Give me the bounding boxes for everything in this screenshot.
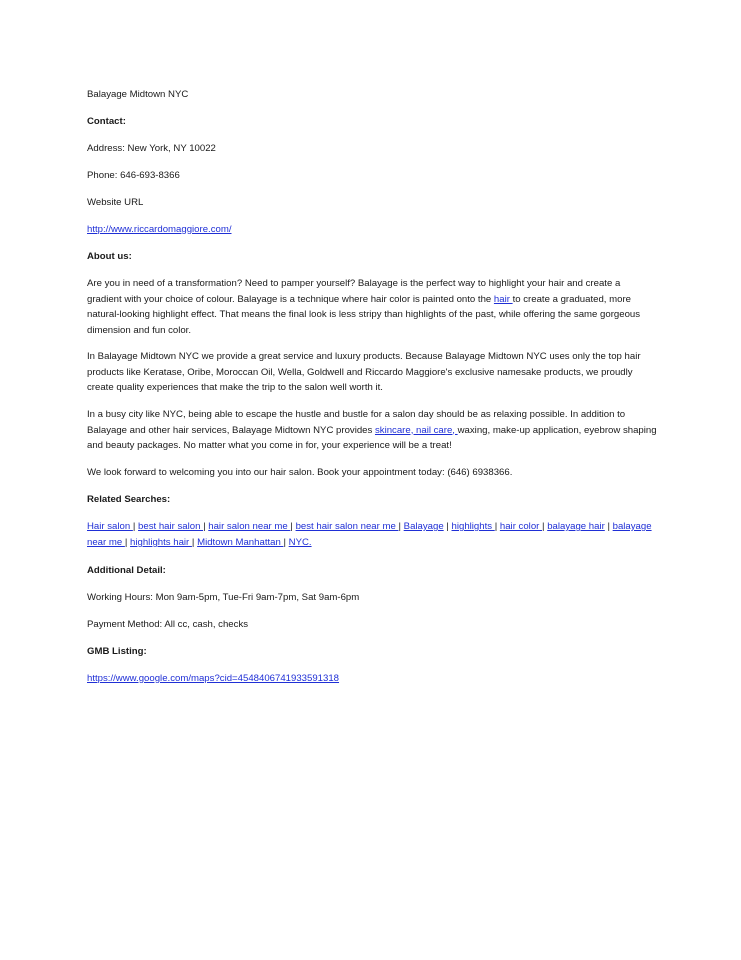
gmb-listing-heading: GMB Listing: <box>87 645 147 657</box>
gmb-url-line <box>87 671 657 687</box>
separator-pipe: | <box>542 521 548 532</box>
website-url-line <box>87 222 657 238</box>
doc-title: Balayage Midtown NYC <box>87 89 189 100</box>
related-search-link[interactable]: highlights <box>451 521 495 532</box>
related-search-link[interactable]: hair color <box>499 521 543 532</box>
separator-pipe: | <box>124 537 131 548</box>
separator-pipe: | <box>203 521 209 532</box>
about-p3-text-b: waxing, make-up application, eyebrow shaping and beauty packages. No matter what you come in for, your experience will be a treat! <box>87 424 657 451</box>
related-searches-heading: Related Searches: <box>87 494 171 505</box>
website-url-link[interactable]: http://www.riccardomaggiore.com/ <box>87 224 232 235</box>
about-paragraph-3 <box>87 407 657 454</box>
about-p1-text-a: Are you in need of a transformation? Need to pamper yourself? Balayage is the perfect way to highlight your hair and create a gradient with your choice of colour. Balayage is a technique where hair color is painted onto the <box>87 278 621 305</box>
about-paragraph-4: We look forward to welcoming you into our hair salon. Book your appointment today: (646) 6938366. <box>87 467 513 478</box>
related-search-link[interactable]: balayage hair <box>547 521 605 532</box>
document-page <box>87 87 657 698</box>
related-search-link[interactable]: Balayage <box>403 521 444 532</box>
related-search-link[interactable]: best hair salon <box>138 521 204 532</box>
working-hours-line: Working Hours: Mon 9am-5pm, Tue-Fri 9am-7pm, Sat 9am-6pm <box>87 591 360 603</box>
related-search-link[interactable]: best hair salon near me <box>295 521 399 532</box>
about-heading: About us: <box>87 251 132 262</box>
related-search-link[interactable]: Midtown Manhattan <box>197 537 284 548</box>
related-searches-list <box>87 519 657 551</box>
separator-pipe: | <box>604 521 613 532</box>
separator-pipe: | <box>398 521 404 532</box>
additional-detail-heading: Additional Detail: <box>87 564 166 576</box>
about-paragraph-2: In Balayage Midtown NYC we provide a great service and luxury products. Because Balayage Midtown NYC uses only the top hair products like Keratase, Oribe, Moroccan Oil, Wella, Goldwell and Riccardo Maggiore's exclusive namesake products, we proudly create quality experiences that make the trip to the salon well worth it. <box>87 351 641 393</box>
website-label: Website URL <box>87 197 144 208</box>
related-search-link[interactable]: hair salon near me <box>208 521 291 532</box>
gmb-url-link[interactable]: https://www.google.com/maps?cid=4548406741933591318 <box>87 672 340 684</box>
related-search-link[interactable]: NYC. <box>288 537 312 548</box>
separator-pipe: | <box>443 521 452 532</box>
separator-pipe: | <box>191 537 198 548</box>
separator-pipe: | <box>494 521 500 532</box>
hair-link[interactable]: hair <box>493 293 513 305</box>
separator-pipe: | <box>132 521 139 532</box>
address-line: Address: New York, NY 10022 <box>87 143 216 154</box>
phone-line: Phone: 646-693-8366 <box>87 170 180 181</box>
separator-pipe: | <box>290 521 296 532</box>
contact-heading: Contact: <box>87 116 126 127</box>
payment-method-line: Payment Method: All cc, cash, checks <box>87 618 249 630</box>
about-p1-text-b: to create a graduated, more natural-looking highlight effect. That means the final look is less stripy than highlights of the past, while offering the same gorgeous dimension and fun color. <box>87 293 641 336</box>
related-search-link[interactable]: balayage near me <box>87 521 652 548</box>
about-p3-text-a: In a busy city like NYC, being able to escape the hustle and bustle for a salon day should be as relaxing possible. In addition to Balayage and other hair services, Balayage Midtown NYC provides <box>87 409 626 436</box>
separator-pipe: | <box>283 537 289 548</box>
related-search-link[interactable]: highlights hair <box>130 537 192 548</box>
about-paragraph-1 <box>87 276 657 338</box>
skincare-nailcare-link[interactable]: skincare, nail care, <box>374 424 458 436</box>
related-search-link[interactable]: Hair salon <box>87 521 133 532</box>
